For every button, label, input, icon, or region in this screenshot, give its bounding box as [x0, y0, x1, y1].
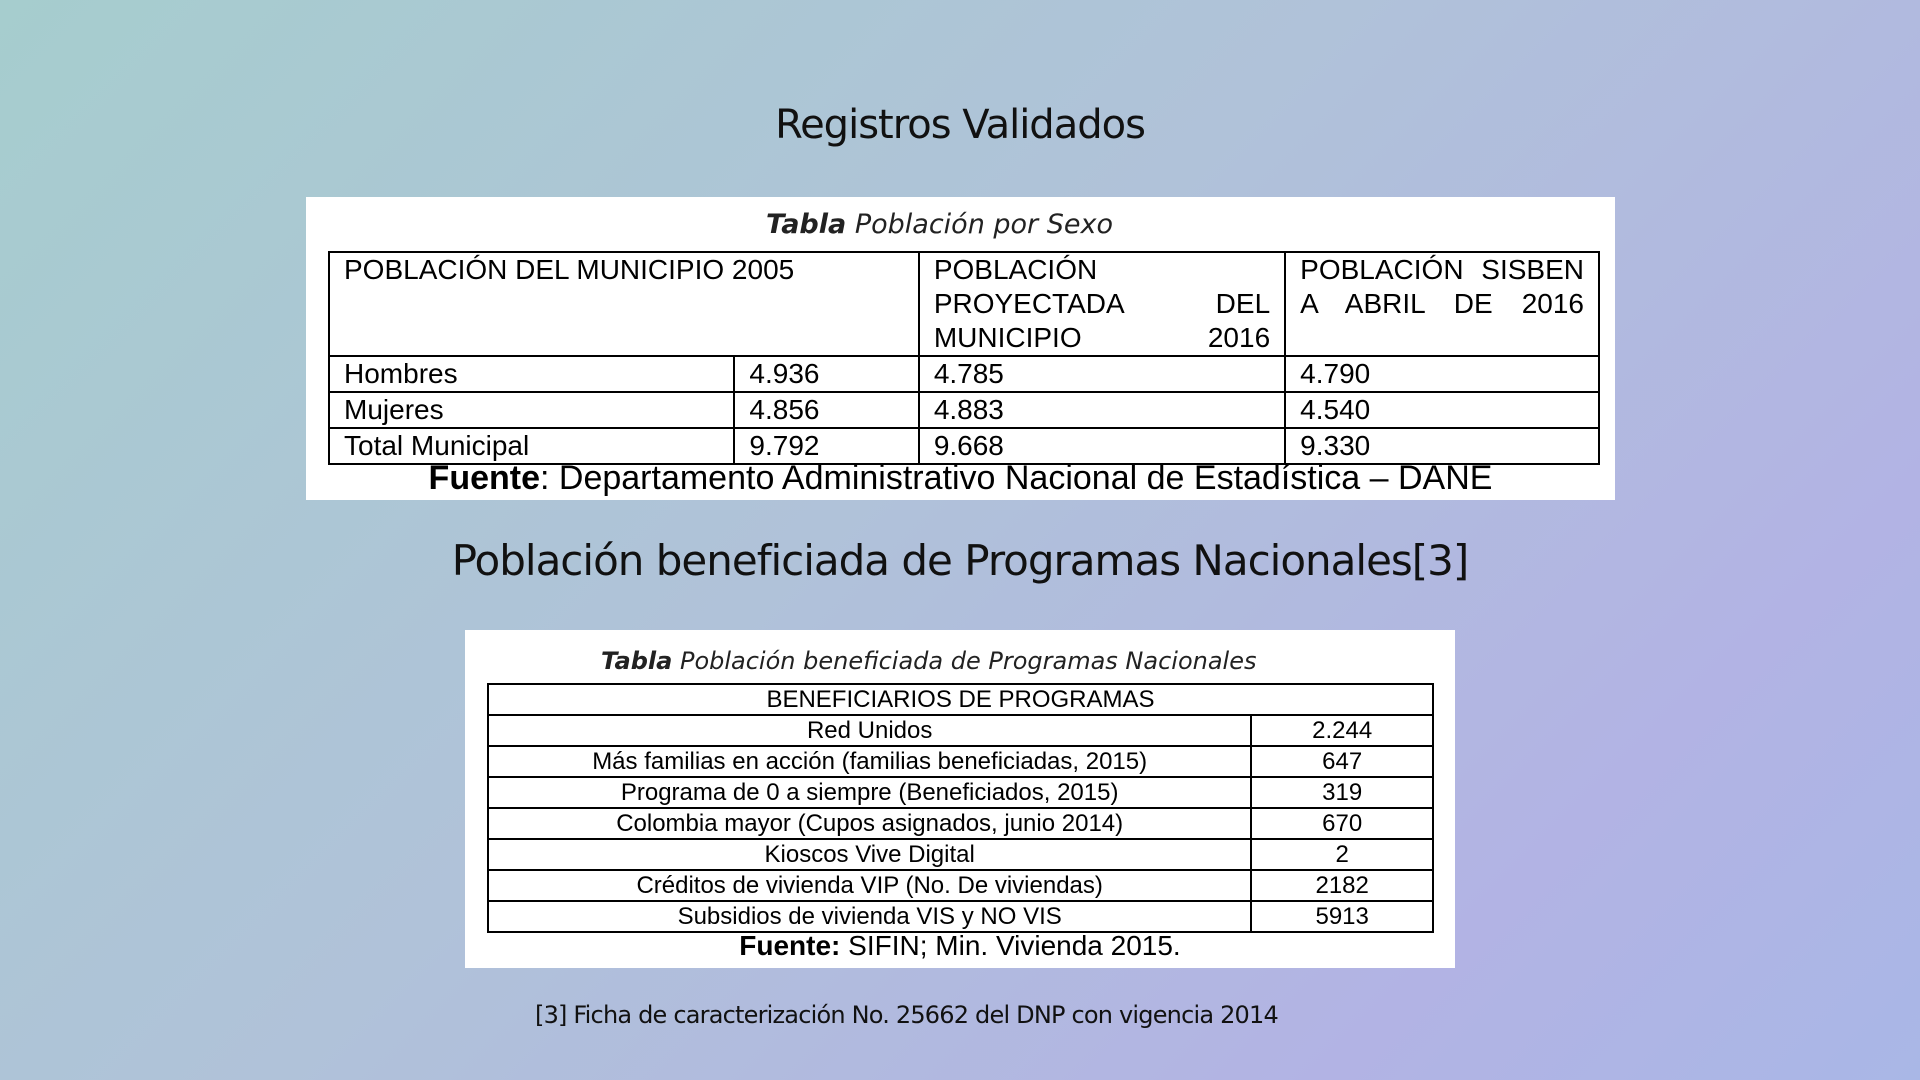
table-caption	[766, 209, 1113, 240]
table-row	[488, 777, 1433, 808]
table-row	[488, 715, 1433, 746]
value-2016: 4.883	[919, 392, 1285, 428]
program-value: 2	[1251, 839, 1433, 870]
source-text: : Departamento Administrativo Nacional de Estadística – DANE	[540, 459, 1493, 497]
section-title-registros: Registros Validados	[775, 102, 1145, 148]
table-caption	[601, 647, 1256, 675]
program-name: Red Unidos	[488, 715, 1251, 746]
program-name: Kioscos Vive Digital	[488, 839, 1251, 870]
value-sisben: 4.790	[1285, 356, 1599, 392]
row-label: Hombres	[329, 356, 734, 392]
caption-text: Población por Sexo	[854, 209, 1113, 240]
caption-text: Población beneficiada de Programas Nacionales	[679, 647, 1257, 675]
table-source	[465, 930, 1455, 962]
table-row	[488, 808, 1433, 839]
program-name: Programa de 0 a siempre (Beneficiados, 2015)	[488, 777, 1251, 808]
program-name: Más familias en acción (familias beneficiadas, 2015)	[488, 746, 1251, 777]
program-value: 647	[1251, 746, 1433, 777]
value-2016: 4.785	[919, 356, 1285, 392]
beneficiaries-panel	[465, 630, 1455, 968]
table-row	[488, 839, 1433, 870]
section-title-programas: Población beneficiada de Programas Nacionales[3]	[451, 536, 1469, 585]
population-by-sex-panel	[306, 197, 1615, 500]
table-row	[488, 870, 1433, 901]
header-beneficiarios: BENEFICIARIOS DE PROGRAMAS	[488, 684, 1433, 715]
footnote: [3] Ficha de caracterización No. 25662 del DNP con vigencia 2014	[535, 1001, 1278, 1029]
header-sisben-2016: POBLACIÓN SISBEN A ABRIL DE 2016	[1285, 252, 1599, 356]
header-projected-2016: POBLACIÓN PROYECTADA DEL MUNICIPIO 2016	[919, 252, 1285, 356]
header-population-2005: POBLACIÓN DEL MUNICIPIO 2005	[329, 252, 919, 356]
source-text: SIFIN; Min. Vivienda 2015.	[840, 930, 1181, 961]
table-row	[329, 356, 1599, 392]
caption-prefix: Tabla	[601, 647, 673, 675]
table-row	[488, 901, 1433, 932]
value-2005: 4.856	[734, 392, 918, 428]
table-row	[329, 392, 1599, 428]
value-sisben: 4.540	[1285, 392, 1599, 428]
table-header-row	[488, 684, 1433, 715]
program-value: 670	[1251, 808, 1433, 839]
table-source	[306, 459, 1615, 498]
source-label: Fuente	[428, 459, 540, 497]
beneficiaries-table	[487, 683, 1434, 933]
program-value: 5913	[1251, 901, 1433, 932]
program-name: Colombia mayor (Cupos asignados, junio 2014)	[488, 808, 1251, 839]
program-value: 319	[1251, 777, 1433, 808]
value-2016: 9.668	[919, 428, 1285, 464]
table-row	[488, 746, 1433, 777]
value-2005: 9.792	[734, 428, 918, 464]
program-name: Créditos de vivienda VIP (No. De viviendas)	[488, 870, 1251, 901]
program-value: 2.244	[1251, 715, 1433, 746]
table-header-row	[329, 252, 1599, 356]
population-by-sex-table	[328, 251, 1600, 465]
program-value: 2182	[1251, 870, 1433, 901]
value-sisben: 9.330	[1285, 428, 1599, 464]
source-label: Fuente:	[739, 930, 841, 961]
row-label: Mujeres	[329, 392, 734, 428]
value-2005: 4.936	[734, 356, 918, 392]
program-name: Subsidios de vivienda VIS y NO VIS	[488, 901, 1251, 932]
caption-prefix: Tabla	[766, 209, 847, 240]
row-label: Total Municipal	[329, 428, 734, 464]
